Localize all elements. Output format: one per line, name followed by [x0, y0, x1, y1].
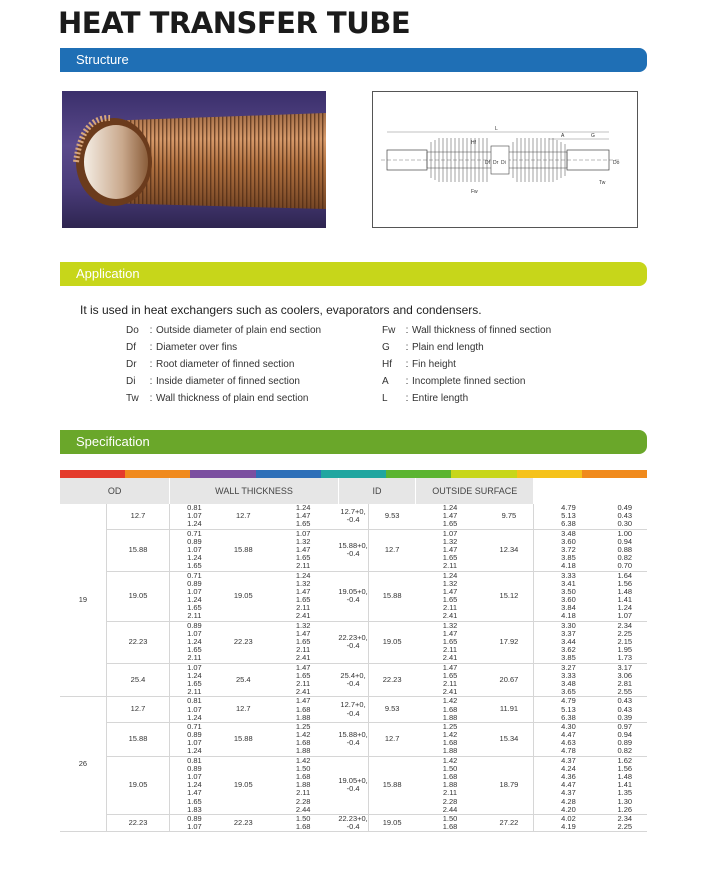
- id-cell: 19.05: [368, 814, 415, 831]
- id-cell: 9.53: [368, 504, 415, 529]
- surface-ratio-cell: 0.49 0.43 0.30: [603, 504, 647, 529]
- application-description: It is used in heat exchangers such as coolers, evaporators and condensers.: [80, 303, 482, 317]
- tolerance-cell: 12.7+0, -0.4: [338, 697, 368, 723]
- definition-key: L: [382, 393, 388, 404]
- table-row: [60, 529, 647, 571]
- od-cell: 15.88: [106, 529, 169, 571]
- definition-separator: :: [405, 376, 409, 387]
- surface-cell: 4.02 4.19: [534, 814, 603, 831]
- od-plain-cell: 15.88: [219, 529, 268, 571]
- id-wall-cell: 1.50 1.68: [416, 814, 485, 831]
- definition-text: Outside diameter of plain end section: [156, 325, 322, 336]
- od-cell: 19.05: [106, 756, 169, 814]
- id-cell: 15.88: [368, 756, 415, 814]
- tolerance-cell: 22.23+0, -0.4: [338, 813, 368, 832]
- specification-table: [60, 478, 647, 832]
- id-cell: 12.7: [368, 529, 415, 571]
- definition-separator: :: [405, 359, 409, 370]
- od-cell: 25.4: [106, 663, 169, 697]
- fins-per-inch-cell: 19: [60, 504, 106, 697]
- label-G: G: [591, 133, 595, 139]
- header-od: OD: [60, 478, 170, 504]
- wall-thickness-cell: 1.07 1.24 1.65 2.11: [170, 663, 219, 697]
- definition-item: [126, 339, 321, 356]
- definition-separator: :: [149, 393, 153, 404]
- page-title: HEAT TRANSFER TUBE: [58, 6, 411, 40]
- id-wall-cell: 1.25 1.42 1.68 1.88: [416, 722, 485, 756]
- id-cell: 19.05: [368, 621, 415, 663]
- id-wall-cell: 1.47 1.65 2.11 2.41: [416, 663, 485, 697]
- od-cell: 15.88: [106, 722, 169, 756]
- definition-item: [382, 390, 551, 407]
- surface-cell: 3.27 3.33 3.48 3.65: [534, 663, 603, 697]
- id-cell: 22.23: [368, 663, 415, 697]
- tolerance-cell: 12.7+0, -0.4: [338, 504, 368, 529]
- definitions-right: [382, 322, 551, 407]
- wall-thickness-cell: 0.71 0.89 1.07 1.24 1.65: [170, 529, 219, 571]
- wall-thickness-cell: 0.89 1.07: [170, 814, 219, 831]
- od-cell: 22.23: [106, 621, 169, 663]
- definition-separator: :: [149, 376, 153, 387]
- surface-ratio-cell: 0.97 0.94 0.89 0.82: [603, 722, 647, 756]
- tolerance-cell: 19.05+0, -0.4: [338, 571, 368, 621]
- surface-ratio-cell: 1.62 1.56 1.48 1.41 1.35 1.30 1.26: [603, 756, 647, 814]
- tolerance-cell: 15.88+0, -0.4: [338, 529, 368, 571]
- fin-diameter-cell: 17.92: [485, 621, 534, 663]
- finned-wall-cell: 1.42 1.50 1.68 1.88 2.11 2.28 2.44: [268, 756, 338, 814]
- definition-item: [382, 356, 551, 373]
- surface-cell: 4.79 5.13 6.38: [534, 504, 603, 529]
- wall-thickness-cell: 0.71 0.89 1.07 1.24 1.65 2.11: [170, 571, 219, 621]
- definitions-left: [126, 322, 321, 407]
- header-wall-thickness: WALL THICKNESS: [170, 478, 339, 504]
- definition-key: Dr: [126, 359, 137, 370]
- tolerance-cell: 15.88+0, -0.4: [338, 722, 368, 756]
- definition-item: [382, 373, 551, 390]
- od-plain-cell: 25.4: [219, 663, 268, 697]
- fin-diameter-cell: 15.34: [485, 722, 534, 756]
- definition-key: Hf: [382, 359, 392, 370]
- od-plain-cell: 12.7: [219, 504, 268, 529]
- fins-per-inch-cell: 26: [60, 697, 106, 832]
- structure-section-header: Structure: [60, 48, 647, 72]
- finned-wall-cell: 1.47 1.65 2.11 2.41: [268, 663, 338, 697]
- wall-thickness-cell: 0.81 1.07 1.24: [170, 504, 219, 529]
- dimension-drawing: [373, 92, 637, 227]
- header-id: ID: [338, 478, 415, 504]
- surface-cell: 3.33 3.41 3.50 3.60 3.84 4.18: [534, 571, 603, 621]
- surface-ratio-cell: 2.34 2.25: [603, 814, 647, 831]
- definition-item: [126, 356, 321, 373]
- tube-dimension-diagram: [372, 91, 638, 228]
- label-A: A: [561, 133, 565, 139]
- definition-separator: :: [149, 342, 153, 353]
- od-plain-cell: 22.23: [219, 621, 268, 663]
- definition-key: Do: [126, 325, 139, 336]
- table-row: [60, 571, 647, 621]
- definition-text: Wall thickness of plain end section: [156, 393, 309, 404]
- definition-separator: :: [405, 342, 409, 353]
- definition-key: Fw: [382, 325, 396, 336]
- finned-tube-photo: [62, 91, 326, 228]
- definition-text: Wall thickness of finned section: [412, 325, 552, 336]
- id-wall-cell: 1.24 1.47 1.65: [416, 504, 485, 529]
- specification-section-header: Specification: [60, 430, 647, 454]
- table-row: [60, 663, 647, 697]
- definition-item: [126, 390, 321, 407]
- od-plain-cell: 19.05: [219, 756, 268, 814]
- od-plain-cell: 19.05: [219, 571, 268, 621]
- surface-ratio-cell: 3.17 3.06 2.81 2.55: [603, 663, 647, 697]
- id-wall-cell: 1.32 1.47 1.65 2.11 2.41: [416, 621, 485, 663]
- od-cell: 19.05: [106, 571, 169, 621]
- finned-tube-illustration: [62, 91, 326, 228]
- id-cell: 9.53: [368, 697, 415, 723]
- od-plain-cell: 12.7: [219, 697, 268, 723]
- surface-cell: 4.79 5.13 6.38: [534, 697, 603, 723]
- id-cell: 15.88: [368, 571, 415, 621]
- wall-thickness-cell: 0.81 0.89 1.07 1.24 1.47 1.65 1.83: [170, 756, 219, 814]
- tolerance-cell: 22.23+0, -0.4: [338, 621, 368, 663]
- label-Di: Di: [501, 160, 506, 166]
- id-wall-cell: 1.07 1.32 1.47 1.65 2.11: [416, 529, 485, 571]
- fin-diameter-cell: 18.79: [485, 756, 534, 814]
- table-row: [60, 504, 647, 529]
- definition-item: [382, 322, 551, 339]
- finned-wall-cell: 1.07 1.32 1.47 1.65 2.11: [268, 529, 338, 571]
- table-row: [60, 722, 647, 756]
- surface-ratio-cell: 1.64 1.56 1.48 1.41 1.24 1.07: [603, 571, 647, 621]
- definition-text: Entire length: [412, 393, 469, 404]
- table-row: [60, 756, 647, 814]
- label-Df: Df: [485, 160, 490, 166]
- definition-item: [126, 322, 321, 339]
- definition-text: Root diameter of finned section: [156, 359, 295, 370]
- id-wall-cell: 1.42 1.68 1.88: [416, 697, 485, 723]
- tolerance-cell: 19.05+0, -0.4: [338, 756, 368, 814]
- id-cell: 12.7: [368, 722, 415, 756]
- definition-text: Plain end length: [412, 342, 484, 353]
- surface-ratio-cell: 0.43 0.43 0.39: [603, 697, 647, 723]
- od-cell: 12.7: [106, 697, 169, 723]
- color-stripe: [60, 470, 647, 478]
- fin-diameter-cell: 12.34: [485, 529, 534, 571]
- definition-separator: :: [149, 359, 153, 370]
- definition-separator: :: [149, 325, 153, 336]
- definition-key: Tw: [126, 393, 139, 404]
- label-Fw: Fw: [471, 189, 478, 195]
- surface-ratio-cell: 1.00 0.94 0.88 0.82 0.70: [603, 529, 647, 571]
- surface-cell: 4.30 4.47 4.63 4.78: [534, 722, 603, 756]
- fin-diameter-cell: 11.91: [485, 697, 534, 723]
- table-row: [60, 697, 647, 723]
- definition-text: Diameter over fins: [156, 342, 238, 353]
- definition-text: Incomplete finned section: [412, 376, 526, 387]
- label-Do: Do: [613, 160, 620, 166]
- definition-text: Fin height: [412, 359, 456, 370]
- definition-key: A: [382, 376, 389, 387]
- finned-wall-cell: 1.25 1.42 1.68 1.88: [268, 722, 338, 756]
- od-plain-cell: 22.23: [219, 814, 268, 831]
- table-row: [60, 814, 647, 831]
- surface-ratio-cell: 2.34 2.25 2.15 1.95 1.73: [603, 621, 647, 663]
- definition-key: Df: [126, 342, 136, 353]
- label-Dr: Dr: [493, 160, 499, 166]
- definition-separator: :: [405, 325, 409, 336]
- tolerance-cell: 25.4+0, -0.4: [338, 663, 368, 697]
- definition-item: [382, 339, 551, 356]
- label-L: L: [495, 126, 498, 132]
- definition-key: G: [382, 342, 390, 353]
- wall-thickness-cell: 0.81 1.07 1.24: [170, 697, 219, 723]
- finned-wall-cell: 1.24 1.32 1.47 1.65 2.11 2.41: [268, 571, 338, 621]
- finned-wall-cell: 1.24 1.47 1.65: [268, 504, 338, 529]
- fin-diameter-cell: 9.75: [485, 504, 534, 529]
- header-outside-surface: OUTSIDE SURFACE: [416, 478, 534, 504]
- surface-cell: 3.30 3.37 3.44 3.62 3.85: [534, 621, 603, 663]
- finned-wall-cell: 1.32 1.47 1.65 2.11 2.41: [268, 621, 338, 663]
- definition-separator: :: [405, 393, 409, 404]
- fin-diameter-cell: 27.22: [485, 814, 534, 831]
- wall-thickness-cell: 0.89 1.07 1.24 1.65 2.11: [170, 621, 219, 663]
- definition-item: [126, 373, 321, 390]
- surface-cell: 4.37 4.24 4.36 4.47 4.37 4.28 4.20: [534, 756, 603, 814]
- id-wall-cell: 1.42 1.50 1.68 1.88 2.11 2.28 2.44: [416, 756, 485, 814]
- table-row: [60, 621, 647, 663]
- application-section-header: Application: [60, 262, 647, 286]
- label-Tw: Tw: [599, 180, 606, 186]
- definition-key: Di: [126, 376, 136, 387]
- definition-text: Inside diameter of finned section: [156, 376, 300, 387]
- fin-diameter-cell: 20.67: [485, 663, 534, 697]
- od-plain-cell: 15.88: [219, 722, 268, 756]
- finned-wall-cell: 1.47 1.68 1.88: [268, 697, 338, 723]
- fin-diameter-cell: 15.12: [485, 571, 534, 621]
- od-cell: 12.7: [106, 504, 169, 529]
- label-Hf: Hf: [471, 140, 476, 146]
- od-cell: 22.23: [106, 814, 169, 831]
- id-wall-cell: 1.24 1.32 1.47 1.65 2.11 2.41: [416, 571, 485, 621]
- finned-wall-cell: 1.50 1.68: [268, 814, 338, 831]
- surface-cell: 3.48 3.60 3.72 3.85 4.18: [534, 529, 603, 571]
- wall-thickness-cell: 0.71 0.89 1.07 1.24: [170, 722, 219, 756]
